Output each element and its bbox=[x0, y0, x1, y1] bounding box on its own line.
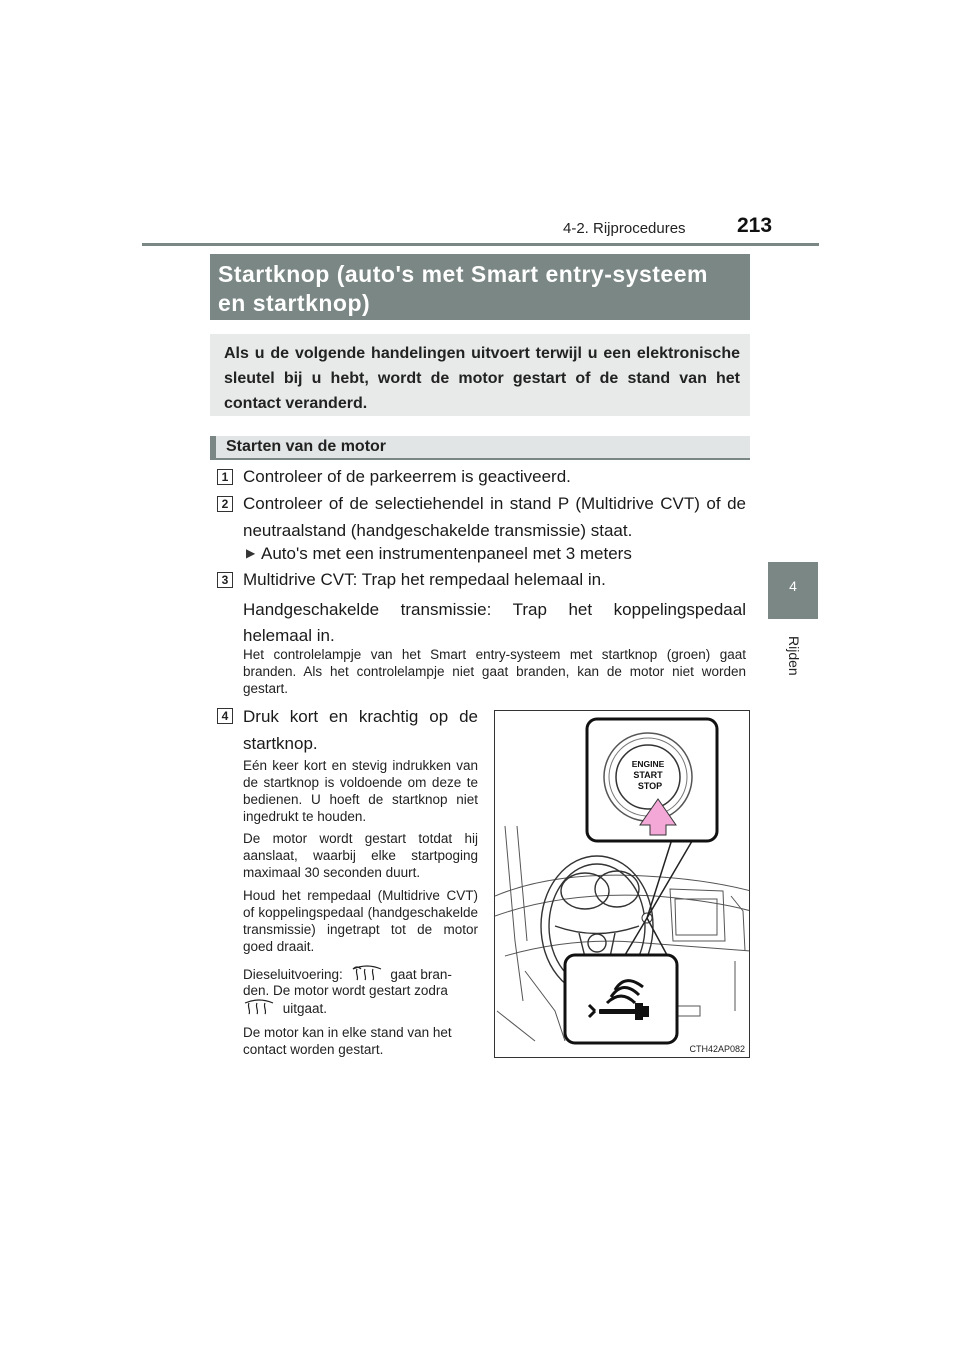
diesel-note-middle: gaat bran- bbox=[390, 967, 452, 982]
section-title: 4-2. Rijprocedures bbox=[563, 220, 686, 237]
step-1-text: Controleer of de parkeerrem is geactiveerd. bbox=[243, 467, 571, 486]
intro-box: Als u de volgende handelingen uitvoert terwijl u een elektronische sleutel bij u hebt, wordt de motor gestart of de stand van het contact veranderd. bbox=[210, 334, 750, 416]
step-number-1: 1 bbox=[217, 469, 233, 485]
step-number-2: 2 bbox=[217, 496, 233, 512]
step-4-note-3: Houd het rempedaal (Multidrive CVT) of koppelingspedaal (handgeschakelde transmissie) ingetrapt tot de motor goed draait. bbox=[243, 888, 478, 954]
step-4-note-1: Eén keer kort en stevig indrukken van de startknop is voldoende om deze te bedienen. U hoeft de startknop niet ingedrukt te houden. bbox=[243, 758, 478, 824]
step-3-text: Multidrive CVT: Trap het rempedaal helemaal in. bbox=[243, 570, 606, 589]
subheading: Starten van de motor bbox=[210, 436, 750, 460]
chapter-tab-number: 4 bbox=[789, 578, 797, 594]
step-number-3: 3 bbox=[217, 572, 233, 588]
chapter-tab-label: Rijden bbox=[786, 636, 802, 676]
diesel-note-line2: den. De motor wordt gestart zodra bbox=[243, 983, 448, 998]
step-4-note-2: De motor wordt gestart totdat hij aanslaat, waarbij elke startpoging maximaal 30 seconden duurt. bbox=[243, 831, 478, 880]
engine-button-label-2: START bbox=[633, 770, 663, 780]
diesel-note bbox=[243, 965, 478, 983]
page-number: 213 bbox=[737, 214, 773, 237]
diesel-note-prefix: Dieseluitvoering: bbox=[243, 967, 343, 982]
glow-plug-icon bbox=[351, 965, 383, 981]
diesel-note-line3 bbox=[243, 999, 478, 1017]
dashboard-illustration bbox=[494, 710, 750, 1058]
step-3-note: Het controlelampje van het Smart entry-systeem met startknop (groen) gaat branden. Als het controlelampje niet gaat branden, kan de motor niet worden gestart. bbox=[243, 647, 746, 696]
diesel-note-suffix: uitgaat. bbox=[282, 1001, 328, 1016]
page-title: Startknop (auto's met Smart entry-systeem en startknop) bbox=[210, 254, 750, 320]
engine-button-label-1: ENGINE bbox=[631, 759, 665, 769]
figure-code: CTH42AP082 bbox=[689, 1044, 745, 1054]
step-2-text: Controleer of de selectiehendel in stand P (Multidrive CVT) of de neutraalstand (handgeschakelde transmissie) staat. bbox=[243, 494, 746, 540]
engine-button-label-3: STOP bbox=[637, 781, 663, 791]
glow-plug-icon bbox=[243, 999, 275, 1015]
bullet-text: Auto's met een instrumentenpaneel met 3 meters bbox=[261, 544, 632, 563]
dashboard-drawing bbox=[495, 711, 750, 1058]
step-number-4: 4 bbox=[217, 708, 233, 724]
bullet-triangle-icon: ▶ bbox=[246, 546, 256, 560]
step-4-text: Druk kort en krachtig op de startknop. bbox=[243, 707, 478, 753]
final-note: De motor kan in elke stand van het contact worden gestart. bbox=[243, 1025, 452, 1057]
chapter-tab-rule bbox=[768, 618, 818, 619]
header-divider bbox=[142, 243, 819, 246]
step-3-extra: Handgeschakelde transmissie: Trap het koppelingspedaal helemaal in. bbox=[243, 600, 746, 645]
